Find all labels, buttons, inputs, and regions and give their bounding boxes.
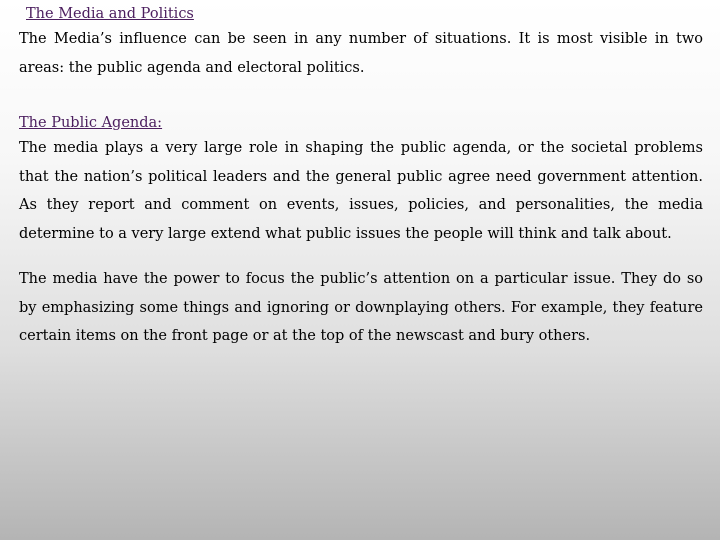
- paragraph-spacer: [19, 248, 703, 265]
- intro-paragraph: The Media’s influence can be seen in any number of situations. It is most visible in two areas: the public agenda and electoral politics.: [19, 31, 703, 76]
- public-agenda-paragraph: The media plays a very large role in shaping the public agenda, or the societal problems that the nation’s political leaders and the general public agree need government attention. As they report and comment on events, issues, policies, and personalities, the media determine to a very large extend what public issues the people will think and talk about.: [19, 140, 703, 242]
- section-heading-public-agenda: The Public Agenda:: [19, 115, 163, 131]
- media-focus-paragraph: The media have the power to focus the public’s attention on a particular issue. They do so by emphasizing some things and ignoring or downplaying others. For example, they feature certain items on the front page or at the top of the newscast and bury others.: [19, 271, 703, 344]
- slide-content: [19, 3, 703, 351]
- slide-title: The Media and Politics: [26, 6, 194, 22]
